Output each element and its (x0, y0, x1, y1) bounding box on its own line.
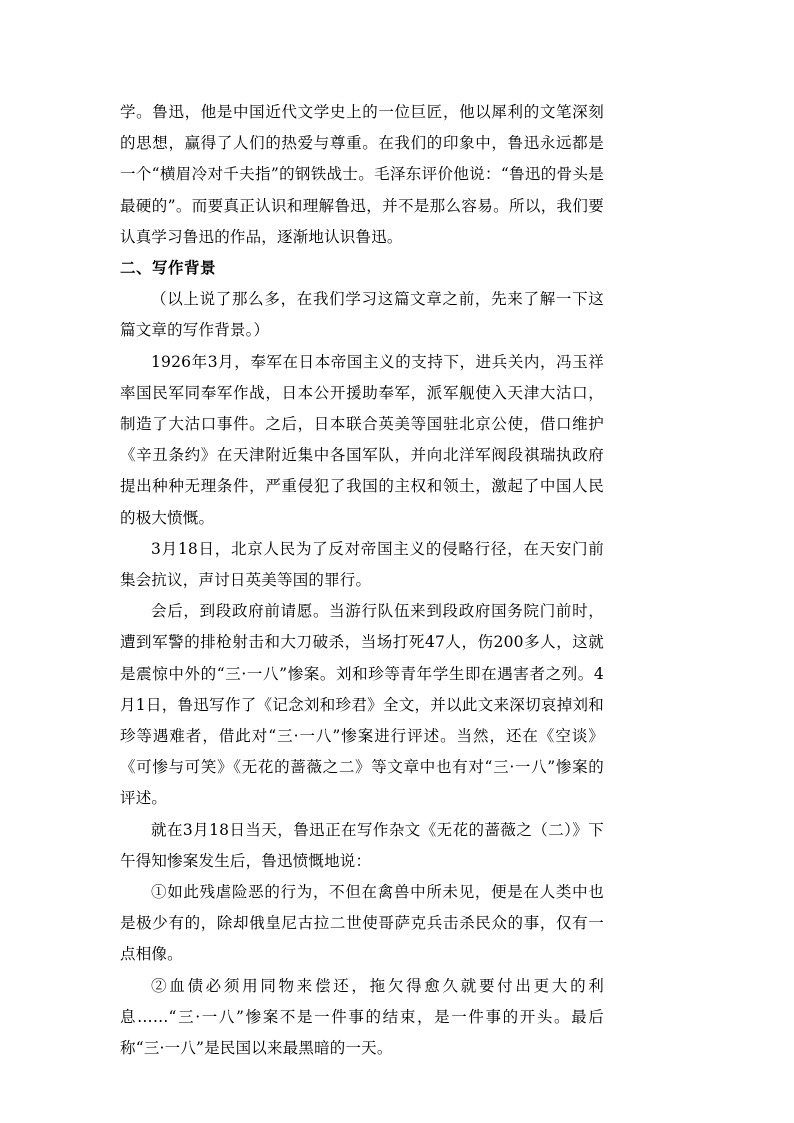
paragraph-transition: （以上说了那么多，在我们学习这篇文章之前，先来了解一下这篇文章的写作背景。） (120, 290, 604, 340)
document-body (120, 97, 604, 1064)
paragraph-lu-xun-reaction: 就在3月18日当天，鲁迅正在写作杂文《无花的蔷薇之（二）》下午得知惨案发生后，鲁迅愤慨地说： (120, 820, 604, 870)
section-heading-background: 二、写作背景 (120, 259, 217, 278)
paragraph-massacre: 会后，到段政府前请愿。当游行队伍来到段政府国务院门前时，遭到军警的排枪射击和大刀破杀，当场打死47人，伤200多人，这就是震惊中外的“三·一八”惨案。刘和珍等青年学生即在遇害者之列。4月1日，鲁迅写作了《记念刘和珍君》全文，并以此文来深切哀掉刘和珍等遇难者，借此对“三·一八”惨案进行评述。当然，还在《空谈》《可惨与可笑》《无花的蔷薇之二》等文章中也有对“三·一八”惨案的评述。 (120, 602, 604, 808)
paragraph-march-18-protest: 3月18日，北京人民为了反对帝国主义的侵略行径，在天安门前集会抗议，声讨日英美等国的罪行。 (120, 539, 604, 590)
paragraph-quote-2: ②血债必须用同物来偿还，拖欠得愈久就要付出更大的利息……“三·一八”惨案不是一件事的结束，是一件事的开头。最后称“三·一八”是民国以来最黑暗的一天。 (120, 976, 604, 1058)
paragraph-historical-context: 1926年3月，奉军在日本帝国主义的支持下，进兵关内，冯玉祥率国民军同奉军作战，日本公开援助奉军，派军舰使入天津大沽口，制造了大沽口事件。之后，日本联合英美等国驻北京公使，借口维护《辛丑条约》在天津附近集中各国军队，并向北洋军阀段祺瑞执政府提出种种无理条件，严重侵犯了我国的主权和领土，激起了中国人民的极大愤慨。 (120, 352, 604, 527)
paragraph-quote-1: ①如此残虐险恶的行为，不但在禽兽中所未见，便是在人类中也是极少有的，除却俄皇尼古拉二世使哥萨克兵击杀民众的事，仅有一点相像。 (120, 883, 604, 964)
paragraph-lu-xun-intro: 学。鲁迅，他是中国近代文学史上的一位巨匠，他以犀利的文笔深刻的思想，赢得了人们的热爱与尊重。在我们的印象中，鲁迅永远都是一个“横眉冷对千夫指”的钢铁战士。毛泽东评价他说：“鲁迅的骨头是最硬的”。而要真正认识和理解鲁迅，并不是那么容易。所以，我们要认真学习鲁迅的作品，逐渐地认识鲁迅。 (120, 103, 604, 246)
